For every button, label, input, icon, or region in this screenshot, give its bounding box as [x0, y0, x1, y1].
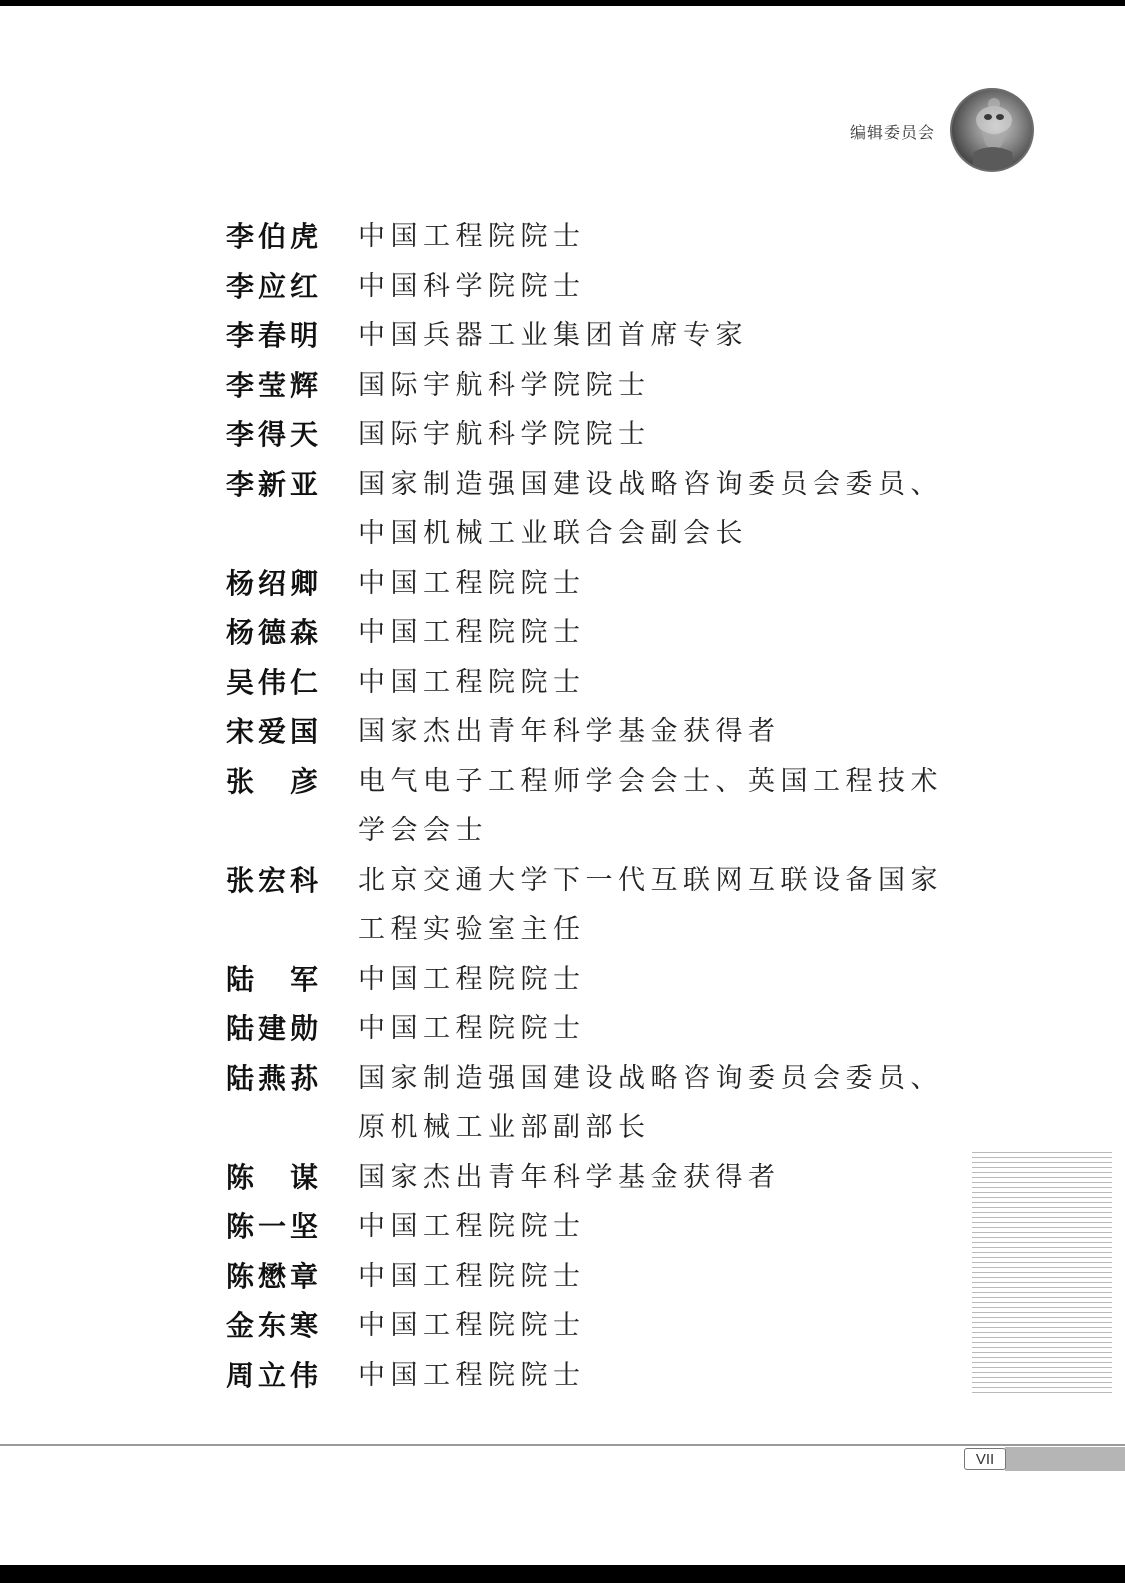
- member-title: 电气电子工程师学会会士、英国工程技术学会会士: [358, 765, 943, 846]
- member-name: 陈懋章: [226, 1259, 318, 1293]
- member-title: 中国工程院院士: [358, 963, 586, 995]
- member-title: 中国工程院院士: [358, 1260, 586, 1292]
- member-title: 中国工程院院士: [358, 1310, 586, 1341]
- member-title: 中国工程院院士: [358, 221, 586, 252]
- member-row: [226, 1301, 946, 1351]
- member-row: [226, 1351, 946, 1401]
- member-title: 中国工程院院士: [358, 666, 586, 698]
- member-title: 国家制造强国建设战略咨询委员会委员、中国机械工业联合会副会长: [358, 468, 943, 549]
- member-row: [226, 212, 946, 262]
- member-name: 李莹辉: [226, 368, 318, 402]
- member-name: 李伯虎: [226, 220, 318, 253]
- member-name: 李得天: [226, 418, 318, 451]
- member-row: [226, 460, 946, 559]
- member-row: [226, 410, 946, 460]
- member-title: 中国工程院院士: [358, 1013, 586, 1044]
- member-row: [226, 1252, 946, 1302]
- member-row: [226, 856, 946, 955]
- member-title: 中国工程院院士: [358, 1359, 586, 1391]
- member-title: 国家制造强国建设战略咨询委员会委员、原机械工业部副部长: [358, 1062, 943, 1143]
- member-row: [226, 559, 946, 609]
- lion-statue-icon: [950, 88, 1034, 172]
- member-row: [226, 1004, 946, 1054]
- member-name: 陆军: [226, 962, 318, 996]
- member-row: [226, 262, 946, 312]
- member-name: 李新亚: [226, 467, 318, 501]
- member-name: 李应红: [226, 269, 318, 303]
- member-row: [226, 1054, 946, 1153]
- member-name: 张彦: [226, 764, 318, 798]
- member-row: [226, 1202, 946, 1252]
- member-name: 陆燕荪: [226, 1061, 318, 1095]
- member-title: 国际宇航科学院院士: [358, 369, 651, 401]
- member-title: 中国兵器工业集团首席专家: [358, 320, 748, 351]
- footer-tab: [1005, 1447, 1125, 1471]
- running-header: 编辑委员会: [850, 123, 936, 142]
- member-row: [226, 361, 946, 411]
- member-name: 陈谋: [226, 1160, 318, 1194]
- member-row: [226, 608, 946, 658]
- decorative-line-block: [972, 1152, 1112, 1396]
- member-title: 北京交通大学下一代互联网互联设备国家工程实验室主任: [358, 864, 943, 945]
- member-row: [226, 757, 946, 856]
- member-row: [226, 1153, 946, 1203]
- member-row: [226, 658, 946, 708]
- footer-rule: [0, 1444, 1125, 1446]
- member-title: 中国工程院院士: [358, 567, 586, 599]
- committee-member-list: [226, 212, 946, 1400]
- member-title: 国际宇航科学院院士: [358, 419, 651, 450]
- page-number: VII: [964, 1448, 1006, 1470]
- member-name: 陈一坚: [226, 1210, 318, 1243]
- member-name: 周立伟: [226, 1358, 318, 1392]
- top-border: [0, 0, 1125, 6]
- member-name: 宋爱国: [226, 715, 318, 748]
- member-title: 国家杰出青年科学基金获得者: [358, 1161, 781, 1193]
- member-row: [226, 707, 946, 757]
- member-name: 杨德森: [226, 616, 318, 649]
- member-title: 中国工程院院士: [358, 617, 586, 648]
- member-name: 张宏科: [226, 863, 318, 897]
- bottom-border: [0, 1565, 1125, 1583]
- member-name: 金东寒: [226, 1309, 318, 1342]
- member-name: 陆建勋: [226, 1012, 318, 1045]
- member-name: 杨绍卿: [226, 566, 318, 600]
- member-title: 中国工程院院士: [358, 1211, 586, 1242]
- member-title: 国家杰出青年科学基金获得者: [358, 716, 781, 747]
- member-name: 李春明: [226, 319, 318, 352]
- member-row: [226, 955, 946, 1005]
- member-name: 吴伟仁: [226, 665, 318, 699]
- member-title: 中国科学院院士: [358, 270, 586, 302]
- member-row: [226, 311, 946, 361]
